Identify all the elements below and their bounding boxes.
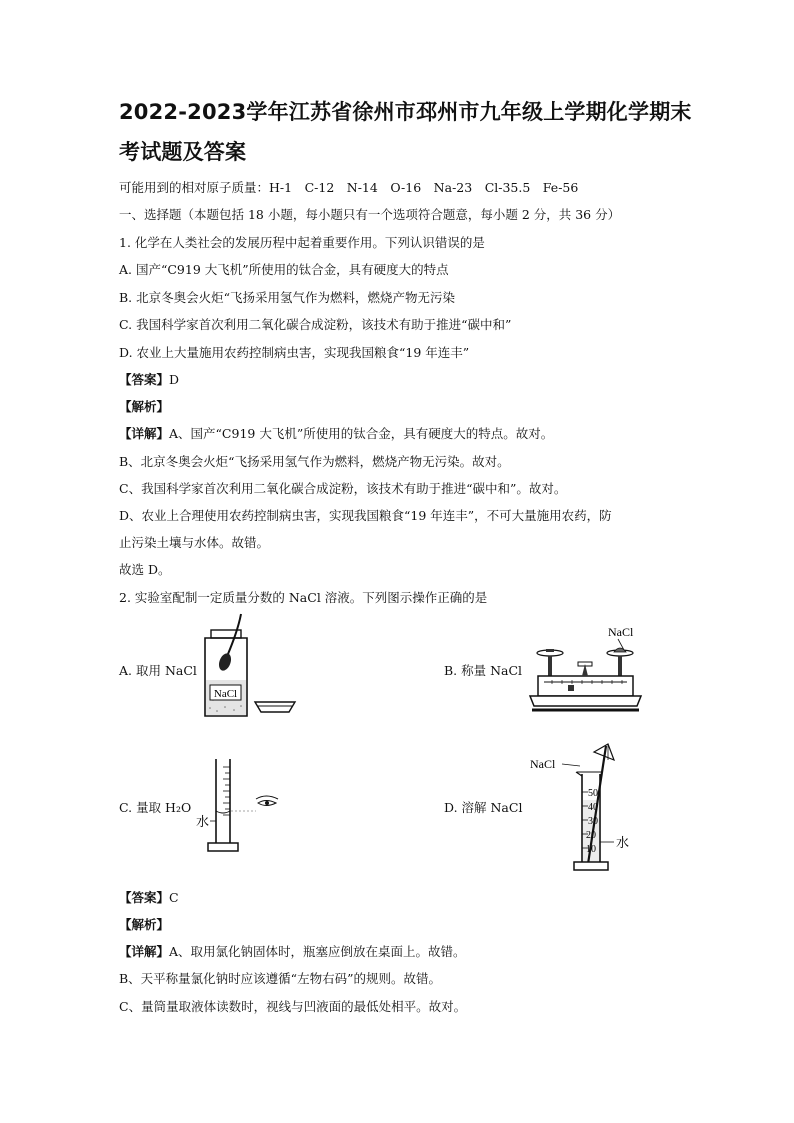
detail-text: A、取用氯化钠固体时，瓶塞应倒放在桌面上。故错。 — [169, 944, 466, 959]
spoon-handle — [228, 614, 241, 654]
document-title-line-2: 考试题及答案 — [119, 140, 247, 164]
answer-value: D — [169, 372, 180, 387]
q1-detail-d-line-1: D、农业上合理使用农药控制病虫害，实现我国粮食“19 年连丰”，不可大量施用农药，防 — [119, 508, 612, 523]
atomic-masses: 可能用到的相对原子质量：H-1 C-12 N-14 O-16 Na-23 Cl-35.5 Fe-56 — [119, 180, 579, 195]
q2-stem: 2. 实验室配制一定质量分数的 NaCl 溶液。下列图示操作正确的是 — [119, 590, 488, 605]
balance-body — [538, 676, 633, 696]
answer-tag: 【答案】 — [119, 372, 170, 387]
answer-tag: 【答案】 — [119, 890, 170, 905]
left-post — [548, 656, 552, 676]
q2-detail-c: C、量筒量取液体读数时，视线与凹液面的最低处相平。故对。 — [119, 999, 467, 1014]
nacl-leader — [562, 764, 580, 766]
right-pan-sample — [614, 648, 626, 652]
section-heading: 一、选择题（本题包括 18 小题，每小题只有一个选项符合题意，每小题 2 分，共 36 分） — [119, 207, 621, 222]
eye-brow — [256, 796, 278, 799]
q1-option-b: B. 北京冬奥会火炬“飞扬采用氢气作为燃料，燃烧产物无污染 — [119, 290, 456, 305]
q2-option-c-label: C. 量取 H₂O — [119, 800, 192, 815]
q1-option-c: C. 我国科学家首次利用二氧化碳合成淀粉，该技术有助于推进“碳中和” — [119, 317, 512, 332]
q1-detail-b: B、北京冬奥会火炬“飞扬采用氢气作为燃料，燃烧产物无污染。故对。 — [119, 454, 510, 469]
figure-c-cylinder — [190, 755, 290, 855]
left-pan-weight — [546, 649, 554, 652]
document-title-line-1: 2022-2023学年江苏省徐州市邳州市九年级上学期化学期末 — [119, 100, 692, 124]
tick-label-10: 10 — [586, 844, 596, 855]
bottle-label-text: NaCl — [213, 688, 238, 700]
detail-text: A、国产“C919 大飞机”所使用的钛合金，具有硬度大的特点。故对。 — [169, 426, 554, 441]
cylinder-water-label: 水 — [196, 814, 210, 829]
q1-detail-d-line-2: 止污染土壤与水体。故错。 — [119, 535, 270, 550]
tick-label-30: 30 — [588, 816, 598, 827]
rider-weight — [568, 685, 574, 691]
tick-label-40: 40 — [588, 802, 598, 813]
q1-analysis-tag: 【解析】 — [119, 399, 170, 414]
q2-option-d-label: D. 溶解 NaCl — [444, 800, 523, 815]
tick-label-20: 20 — [586, 830, 596, 841]
figure-a-reagent-bottle — [195, 612, 305, 724]
figure-d-dissolving — [528, 742, 638, 872]
q2-detail-b: B、天平称量氯化钠时应该遵循“左物右码”的规则。故错。 — [119, 971, 441, 986]
q1-conclusion: 故选 D。 — [119, 562, 171, 577]
meniscus — [216, 811, 230, 813]
spout — [576, 772, 582, 776]
cylinder-ticks — [223, 767, 230, 815]
q2-detail-a — [119, 944, 466, 960]
dissolve-water-label: 水 — [616, 835, 630, 850]
answer-value: C — [169, 890, 179, 905]
figure-b-balance — [528, 622, 643, 716]
q1-detail-c: C、我国科学家首次利用二氧化碳合成淀粉，该技术有助于推进“碳中和”。故对。 — [119, 481, 567, 496]
q1-option-a: A. 国产“C919 大飞机”所使用的钛合金，具有硬度大的特点 — [119, 262, 449, 277]
balance-base — [530, 696, 641, 706]
q2-option-b-label: B. 称量 NaCl — [444, 663, 523, 678]
q2-answer — [119, 890, 179, 906]
cylinder-base — [574, 862, 608, 870]
q2-analysis-tag: 【解析】 — [119, 917, 170, 932]
cylinder-base — [208, 843, 238, 851]
q1-stem: 1. 化学在人类社会的发展历程中起着重要作用。下列认识错误的是 — [119, 235, 485, 250]
right-post — [618, 656, 622, 676]
q1-answer — [119, 372, 179, 388]
eye-pupil — [265, 801, 269, 805]
tick-label-50: 50 — [588, 788, 598, 799]
balance-nacl-label: NaCl — [608, 625, 634, 639]
q1-detail-a — [119, 426, 553, 442]
dissolve-nacl-label: NaCl — [530, 757, 556, 771]
q1-option-d: D. 农业上大量施用农药控制病虫害，实现我国粮食“19 年连丰” — [119, 345, 470, 360]
detail-tag: 【详解】 — [119, 426, 170, 441]
stopper-on-table — [255, 702, 295, 712]
spoon-bowl — [217, 652, 233, 673]
q2-option-a-label: A. 取用 NaCl — [119, 663, 197, 678]
detail-tag: 【详解】 — [119, 944, 170, 959]
